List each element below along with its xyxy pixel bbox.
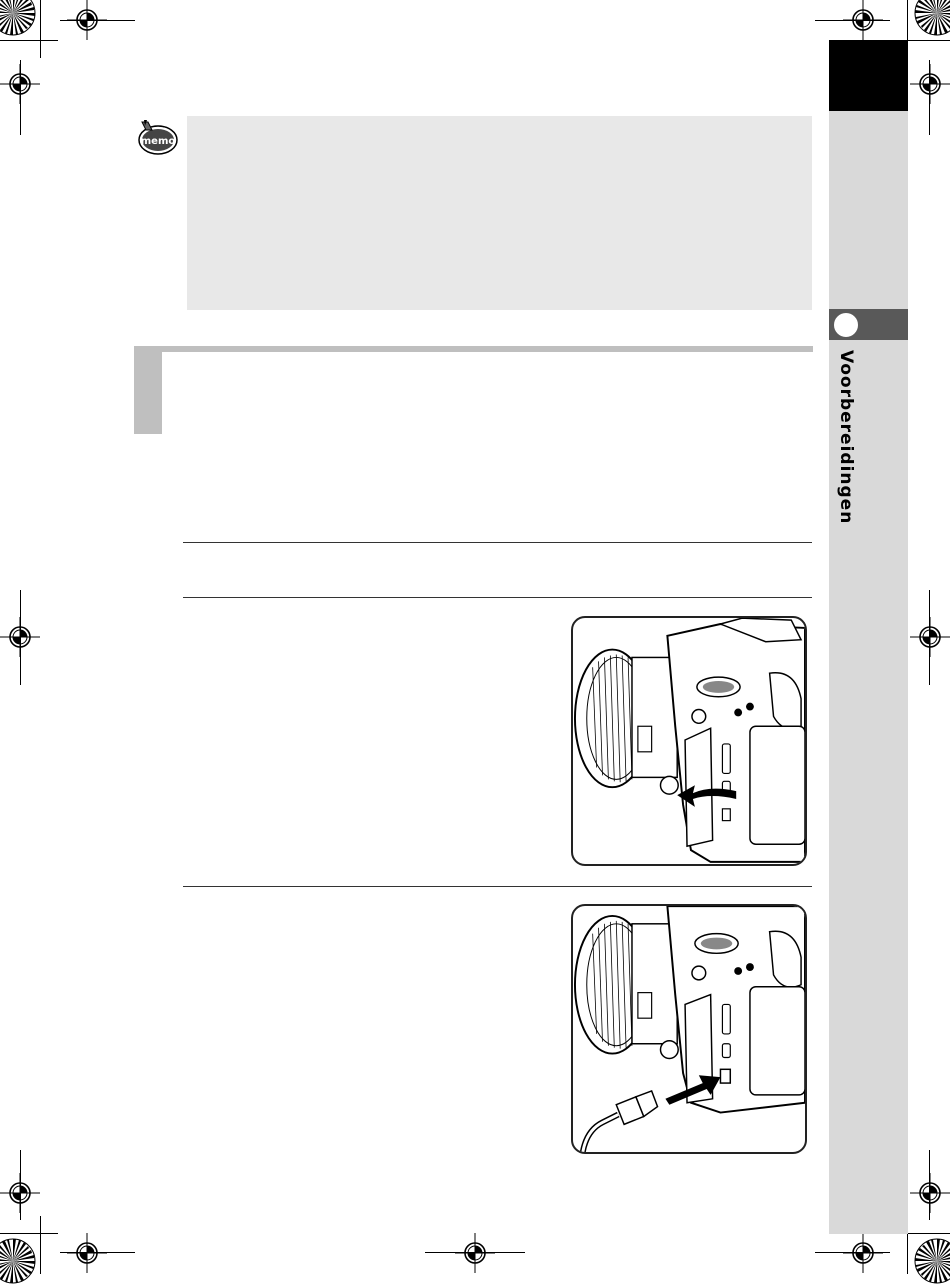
starburst-mark: [914, 0, 950, 36]
chapter-number-circle: [833, 312, 859, 338]
crop-mark-line: [0, 1233, 58, 1234]
memo-icon-text: memo: [140, 136, 176, 147]
step-divider: [183, 597, 812, 598]
registration-mark: [910, 617, 950, 657]
registration-mark: [67, 1233, 107, 1273]
camera-body: [660, 906, 805, 1112]
illustration-open-terminal-cover: [571, 616, 807, 866]
registration-mark: [910, 64, 950, 104]
camera-lens: [575, 650, 677, 788]
camera-lens: [575, 916, 677, 1054]
starburst-mark: [0, 1238, 36, 1284]
section-heading-marker: [134, 352, 162, 434]
crop-mark-line: [40, 1216, 41, 1274]
step-divider: [183, 542, 812, 543]
chapter-sidebar-top-block: [829, 40, 908, 111]
camera-illustration: [573, 618, 805, 864]
registration-mark: [910, 1173, 950, 1213]
registration-mark: [0, 1173, 40, 1213]
usb-cable: [583, 1091, 658, 1152]
illustration-connect-usb-cable: [571, 904, 807, 1154]
camera-illustration: [573, 906, 805, 1152]
memo-icon: [134, 118, 180, 158]
step-divider: [183, 886, 812, 887]
crop-mark-line: [40, 0, 41, 58]
registration-mark: [455, 1233, 495, 1273]
registration-mark: [843, 1233, 883, 1273]
registration-mark: [0, 617, 40, 657]
crop-mark-line: [0, 40, 58, 41]
starburst-mark: [0, 0, 36, 36]
chapter-label: Voorbereidingen: [836, 350, 856, 525]
registration-mark: [0, 64, 40, 104]
registration-mark: [67, 0, 107, 40]
camera-body: [660, 618, 805, 862]
section-heading-bar: [134, 346, 813, 352]
starburst-mark: [914, 1238, 950, 1284]
chapter-sidebar: [829, 40, 908, 1234]
memo-box: [187, 116, 812, 310]
registration-mark: [843, 0, 883, 40]
